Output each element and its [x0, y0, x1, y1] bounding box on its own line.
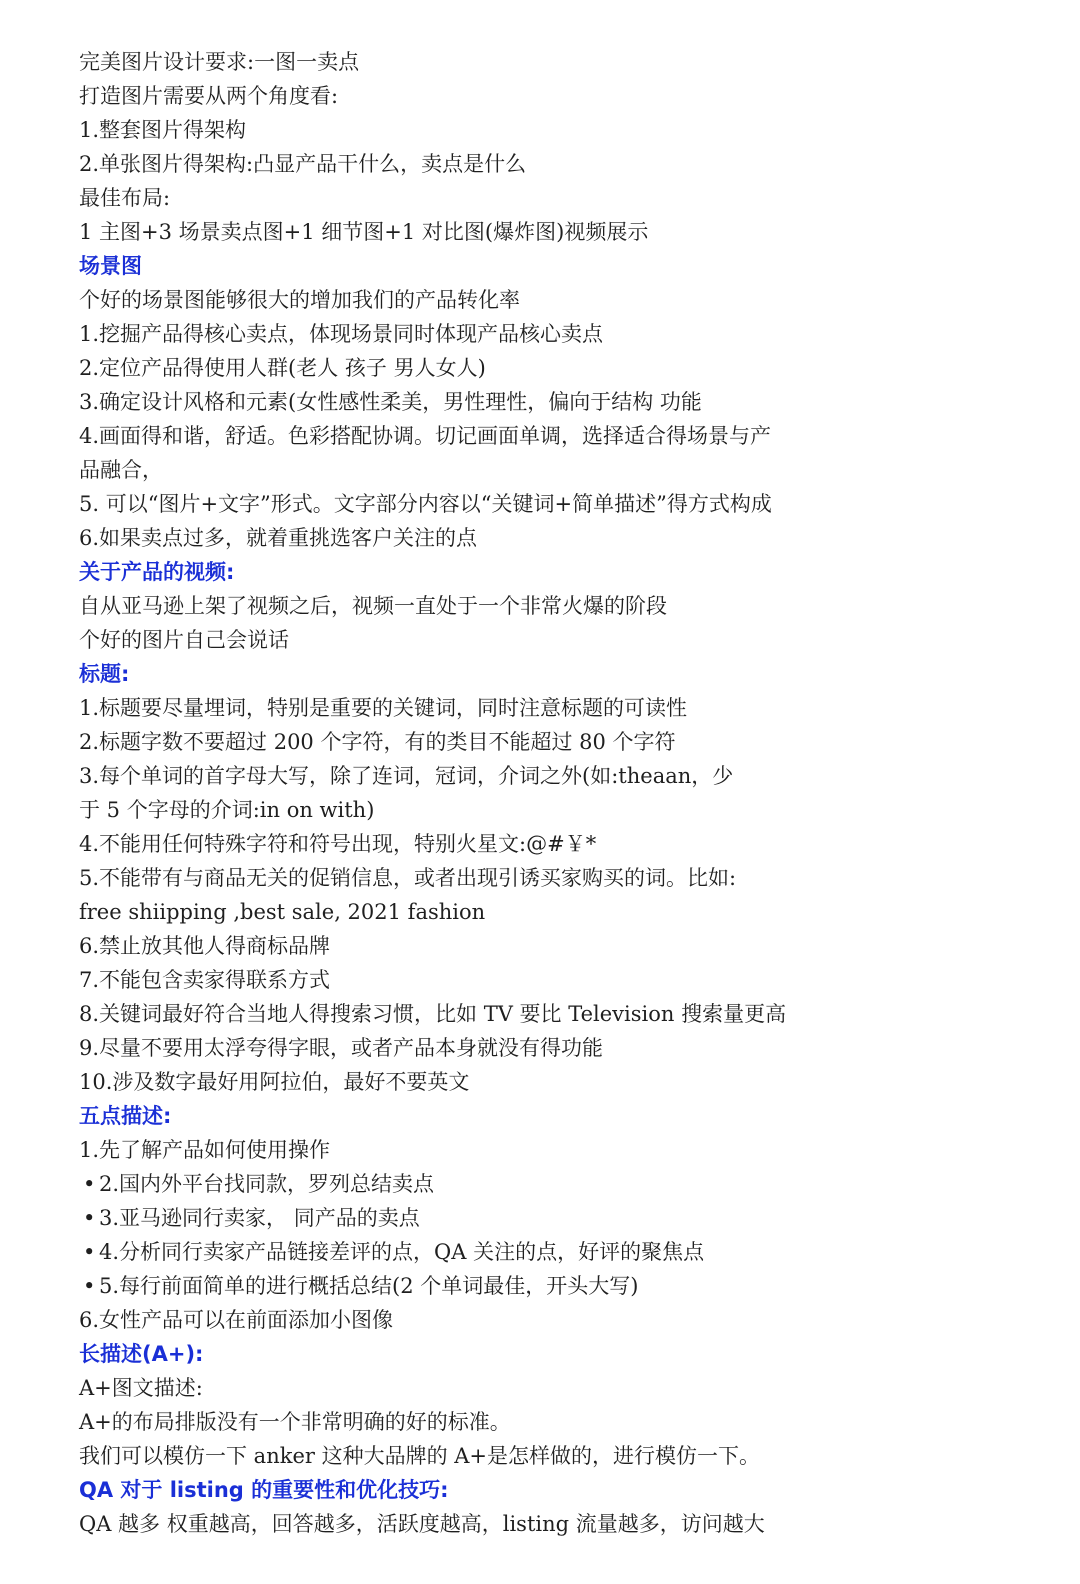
- text-line: 6.禁止放其他人得商标品牌: [79, 934, 331, 958]
- text-line: 2.标题字数不要超过 200 个字符，有的类目不能超过 80 个字符: [79, 730, 676, 754]
- text-line: 3.确定设计风格和元素(女性感性柔美，男性理性，偏向于结构 功能: [79, 390, 702, 414]
- text-line: 10.涉及数字最好用阿拉伯，最好不要英文: [79, 1070, 470, 1094]
- text-line: 自从亚马逊上架了视频之后，视频一直处于一个非常火爆的阶段: [79, 594, 667, 618]
- text-line: 9.尽量不要用太浮夸得字眼，或者产品本身就没有得功能: [79, 1036, 604, 1060]
- text-line: QA 越多 权重越高，回答越多，活跃度越高，listing 流量越多，访问越大: [79, 1512, 765, 1536]
- bullet-item: • 4.分析同行卖家产品链接差评的点，QA 关注的点，好评的聚焦点: [79, 1235, 1039, 1269]
- text-line: 品融合，: [79, 458, 163, 482]
- text-line: 6.女性产品可以在前面添加小图像: [79, 1308, 394, 1332]
- text-line: 完美图片设计要求:一图一卖点: [79, 50, 360, 74]
- bullet-item: • 2.国内外平台找同款，罗列总结卖点: [79, 1167, 1039, 1201]
- section-heading-five-points: 五点描述:: [79, 1104, 172, 1128]
- section-heading-scene-images: 场景图: [79, 254, 142, 278]
- text-line: 于 5 个字母的介词:in on with): [79, 798, 375, 822]
- text-line: free shiipping ,best sale, 2021 fashion: [79, 900, 486, 924]
- text-line: 4.画面得和谐，舒适。色彩搭配协调。切记画面单调，选择适合得场景与产: [79, 424, 772, 448]
- text-line: 最佳布局:: [79, 186, 171, 210]
- text-line: 7.不能包含卖家得联系方式: [79, 968, 331, 992]
- text-line: 5. 可以“图片+文字”形式。文字部分内容以“关键词+简单描述”得方式构成: [79, 492, 772, 516]
- text-line: 2.定位产品得使用人群(老人 孩子 男人女人): [79, 356, 486, 380]
- bullet-item: • 3.亚马逊同行卖家， 同产品的卖点: [79, 1201, 1039, 1235]
- text-line: 3.每个单词的首字母大写，除了连词，冠词，介词之外(如:theaan，少: [79, 764, 734, 788]
- section-heading-long-description: 长描述(A+):: [79, 1342, 204, 1366]
- text-line: 1.标题要尽量埋词，特别是重要的关键词，同时注意标题的可读性: [79, 696, 688, 720]
- text-line: 2.单张图片得架构:凸显产品干什么，卖点是什么: [79, 152, 527, 176]
- text-line: 4.不能用任何特殊字符和符号出现，特别火星文:@#￥*: [79, 832, 597, 856]
- section-heading-qa-listing: QA 对于 listing 的重要性和优化技巧:: [79, 1478, 449, 1502]
- text-line: 我们可以模仿一下 anker 这种大品牌的 A+是怎样做的，进行模仿一下。: [79, 1444, 761, 1468]
- text-line: 打造图片需要从两个角度看:: [79, 84, 339, 108]
- text-line: 1 主图+3 场景卖点图+1 细节图+1 对比图(爆炸图)视频展示: [79, 220, 649, 244]
- text-line: 6.如果卖点过多，就着重挑选客户关注的点: [79, 526, 478, 550]
- document-body: [79, 45, 1039, 1541]
- text-line: A+的布局排版没有一个非常明确的好的标准。: [79, 1410, 511, 1434]
- text-line: A+图文描述:: [79, 1376, 203, 1400]
- text-line: 个好的图片自己会说话: [79, 628, 289, 652]
- section-heading-title: 标题:: [79, 662, 130, 686]
- text-line: 1.挖掘产品得核心卖点，体现场景同时体现产品核心卖点: [79, 322, 604, 346]
- text-line: 8.关键词最好符合当地人得搜索习惯，比如 TV 要比 Television 搜索量更高: [79, 1002, 787, 1026]
- text-line: 5.不能带有与商品无关的促销信息，或者出现引诱买家购买的词。比如:: [79, 866, 737, 890]
- section-heading-product-video: 关于产品的视频:: [79, 560, 235, 584]
- text-line: 1.先了解产品如何使用操作: [79, 1138, 331, 1162]
- bullet-item: • 5.每行前面简单的进行概括总结(2 个单词最佳，开头大写): [79, 1269, 1039, 1303]
- text-line: 1.整套图片得架构: [79, 118, 247, 142]
- text-line: 个好的场景图能够很大的增加我们的产品转化率: [79, 288, 520, 312]
